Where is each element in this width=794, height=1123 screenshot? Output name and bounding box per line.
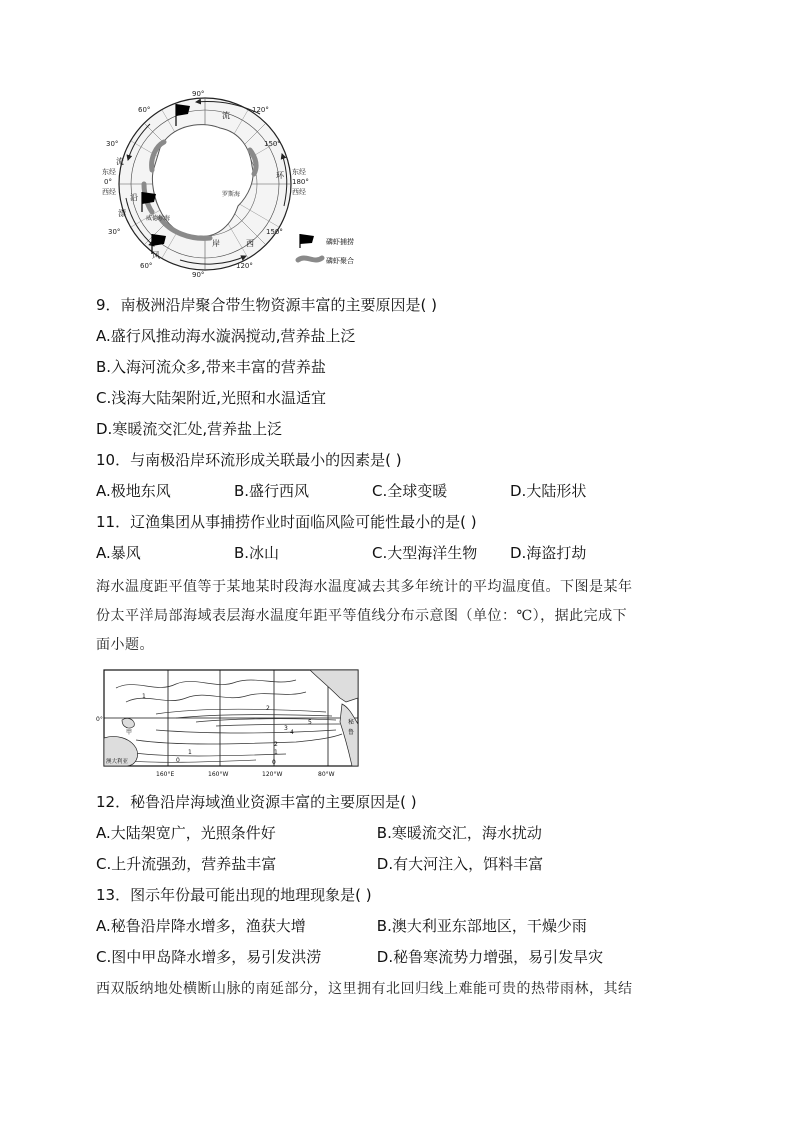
isotherm-label: 1 <box>274 749 278 756</box>
question-11-option-a[interactable]: A.暴风 <box>96 544 141 562</box>
map-label: 沿 <box>130 193 138 202</box>
map-label: 流 <box>116 157 124 166</box>
map-label: 环 <box>276 171 284 180</box>
lon-label: 90° <box>192 90 205 98</box>
map-label: 风 <box>152 251 160 260</box>
passage-1-line: 份太平洋局部海域表层海水温度年距平等值线分布示意图（单位：℃），据此完成下 <box>96 608 628 624</box>
question-13-options-row1 <box>96 916 587 936</box>
isotherm-label: 1 <box>142 693 146 700</box>
longitude-label: 160°E <box>156 771 175 778</box>
place-label-australia: 澳大利亚 <box>106 759 129 765</box>
isotherm-label: 3 <box>284 725 288 732</box>
legend-krill-fishing: 磷虾捕捞 <box>326 238 354 246</box>
isotherm-label: 2 <box>274 741 278 748</box>
place-label-jia: 甲 <box>126 729 133 736</box>
place-label-peru: 鲁 <box>348 729 355 736</box>
question-12-option-a[interactable]: A.大陆架宽广，光照条件好 <box>96 824 276 842</box>
question-13-option-d[interactable]: D.秘鲁寒流势力增强，易引发旱灾 <box>376 948 604 966</box>
isotherm-label: 0 <box>176 757 180 764</box>
lon-label: 0° <box>104 178 112 186</box>
question-13-options-row2 <box>96 947 603 967</box>
lon-label: 东经 <box>102 168 116 176</box>
question-11-options <box>96 543 586 563</box>
map-label: 流 <box>222 111 230 120</box>
lon-label: 60° <box>140 262 153 270</box>
question-11-stem: 11．辽渔集团从事捕捞作业时面临风险可能性最小的是( ) <box>96 513 477 531</box>
lon-label: 西经 <box>102 188 116 196</box>
isotherm-label: 5 <box>308 719 312 726</box>
question-10-options <box>96 481 586 501</box>
longitude-label: 120°W <box>262 771 283 778</box>
lon-label: 60° <box>138 106 151 114</box>
question-13-option-a[interactable]: A.秘鲁沿岸降水增多，渔获大增 <box>96 917 306 935</box>
question-12-options-row1 <box>96 823 542 843</box>
question-12-option-d[interactable]: D.有大河注入，饵料丰富 <box>376 855 544 873</box>
map-label: 岸 <box>212 239 220 248</box>
map-label: 威德尔海 <box>146 215 171 222</box>
question-9-option-d[interactable]: D.寒暖流交汇处,营养盐上泛 <box>96 420 283 438</box>
question-12-option-c[interactable]: C.上升流强劲，营养盐丰富 <box>96 855 277 873</box>
question-10-option-a[interactable]: A.极地东风 <box>96 482 171 500</box>
antarctic-map-figure <box>100 88 380 278</box>
legend-krill-gathering: 磷虾聚合 <box>326 257 354 265</box>
passage-1-line: 面小题。 <box>96 637 154 653</box>
question-9-option-b[interactable]: B.入海河流众多,带来丰富的营养盐 <box>96 358 326 376</box>
lon-label: 150° <box>264 140 281 148</box>
lon-label: 180° <box>292 178 309 186</box>
question-10-option-b[interactable]: B.盛行西风 <box>234 482 310 500</box>
isotherm-label: 2 <box>266 705 270 712</box>
legend <box>298 234 354 265</box>
question-9-option-a[interactable]: A.盛行风推动海水漩涡搅动,营养盐上泛 <box>96 327 356 345</box>
pacific-sst-anomaly-figure <box>96 668 366 780</box>
lon-label: 150° <box>266 228 283 236</box>
question-11-option-d[interactable]: D.海盗打劫 <box>510 544 587 562</box>
lon-label: 东经 <box>292 168 306 176</box>
question-9-stem: 9．南极洲沿岸聚合带生物资源丰富的主要原因是( ) <box>96 296 438 314</box>
isotherm-label: 0 <box>272 759 276 766</box>
question-10-stem: 10．与南极沿岸环流形成关联最小的因素是( ) <box>96 451 402 469</box>
passage-1 <box>96 573 696 660</box>
passage-1-line: 海水温度距平值等于某地某时段海水温度减去其多年统计的平均温度值。下图是某年 <box>96 579 633 595</box>
place-label-peru: 秘 <box>348 719 355 726</box>
isotherm-label: 4 <box>290 729 294 736</box>
lon-label: 90° <box>192 271 205 278</box>
lon-label: 30° <box>106 140 119 148</box>
question-11-option-b[interactable]: B.冰山 <box>234 544 280 562</box>
lon-label: 西经 <box>292 188 306 196</box>
question-12-option-b[interactable]: B.寒暖流交汇，海水扰动 <box>376 824 542 842</box>
question-11-option-c[interactable]: C.大型海洋生物 <box>372 544 478 562</box>
map-label: 罗斯海 <box>222 191 241 198</box>
legend-gathering-icon <box>298 258 322 260</box>
question-13-stem: 13．图示年份最可能出现的地理现象是( ) <box>96 886 372 904</box>
lon-label: 120° <box>252 106 269 114</box>
question-9-option-c[interactable]: C.浅海大陆架附近,光照和水温适宜 <box>96 389 327 407</box>
question-12-options-row2 <box>96 854 543 874</box>
lon-label: 120° <box>236 262 253 270</box>
question-10-option-c[interactable]: C.全球变暖 <box>372 482 448 500</box>
question-10-option-d[interactable]: D.大陆形状 <box>510 482 587 500</box>
legend-flag-icon <box>300 234 314 248</box>
question-13-option-b[interactable]: B.澳大利亚东部地区，干燥少雨 <box>376 917 587 935</box>
question-12-stem: 12．秘鲁沿岸海域渔业资源丰富的主要原因是( ) <box>96 793 417 811</box>
lon-label: 30° <box>108 228 121 236</box>
map-label: 西 <box>246 239 254 248</box>
passage-2 <box>96 975 696 1004</box>
map-label: 漂 <box>118 209 126 218</box>
longitude-label: 160°W <box>208 771 229 778</box>
question-13-option-c[interactable]: C.图中甲岛降水增多，易引发洪涝 <box>96 948 322 966</box>
latitude-label: 0° <box>96 716 103 723</box>
isotherm-label: 1 <box>188 749 192 756</box>
longitude-label: 80°W <box>318 771 335 778</box>
passage-2-line: 西双版纳地处横断山脉的南延部分，这里拥有北回归线上难能可贵的热带雨林，其结 <box>96 981 633 997</box>
